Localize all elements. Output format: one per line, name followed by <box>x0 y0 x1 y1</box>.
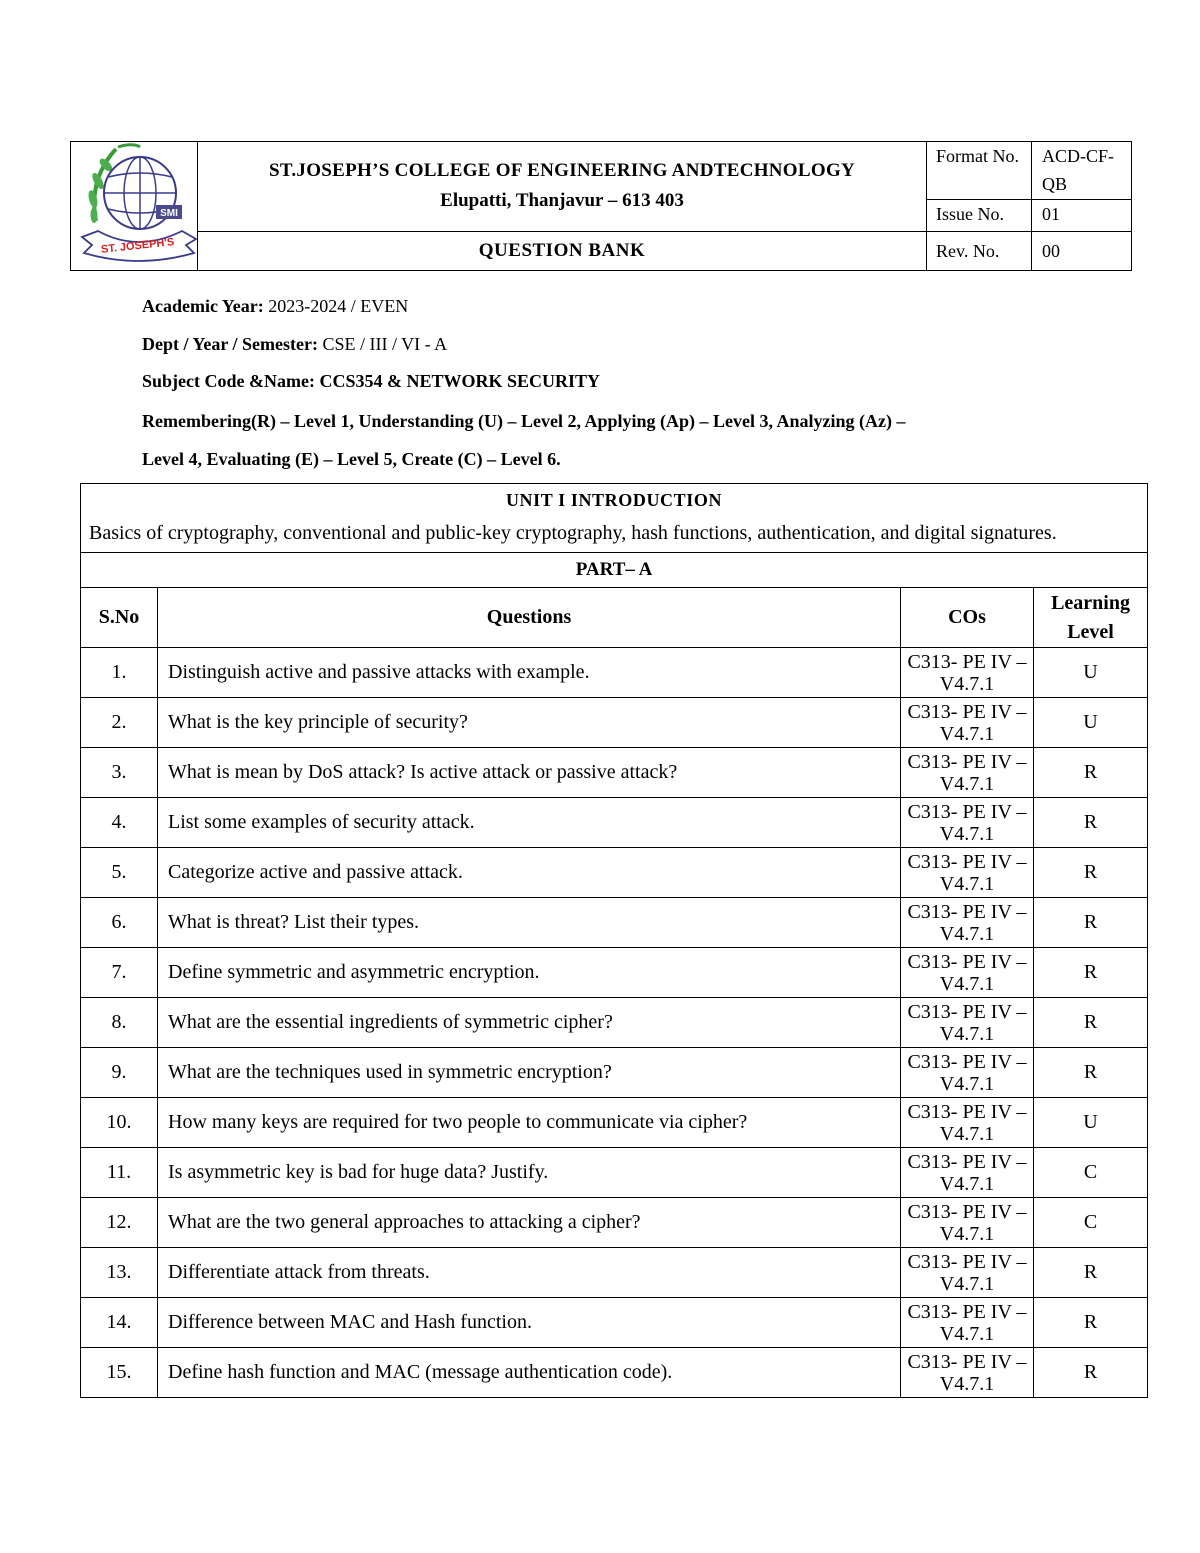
row-co <box>901 798 1034 848</box>
row-co-line-1: C313- PE IV – <box>907 1350 1027 1373</box>
subject-label: Subject Code &Name: CCS354 & NETWORK SECURITY <box>142 371 601 391</box>
college-logo <box>78 141 198 269</box>
col-header-sno: S.No <box>81 588 158 648</box>
row-co-line-1: C313- PE IV – <box>907 850 1027 873</box>
levels-text-2: Level 4, Evaluating (E) – Level 5, Create (C) – Level 6. <box>142 449 561 469</box>
row-sno: 14. <box>81 1298 158 1348</box>
row-level: U <box>1034 648 1148 698</box>
row-co-line-2: V4.7.1 <box>939 672 995 695</box>
row-question: Is asymmetric key is bad for huge data? Justify. <box>158 1148 901 1198</box>
row-sno: 9. <box>81 1048 158 1098</box>
row-co-line-2: V4.7.1 <box>939 1122 995 1145</box>
row-co <box>901 1198 1034 1248</box>
row-co-line-2: V4.7.1 <box>939 1222 995 1245</box>
row-co-line-1: C313- PE IV – <box>907 750 1027 773</box>
table-row <box>81 1298 1148 1348</box>
format-value: ACD-CF-QB <box>1032 142 1132 200</box>
row-sno: 11. <box>81 1148 158 1198</box>
unit-title: UNIT I INTRODUCTION <box>505 490 723 510</box>
col-header-questions: Questions <box>158 588 901 648</box>
row-co-line-1: C313- PE IV – <box>907 650 1027 673</box>
row-sno: 8. <box>81 998 158 1048</box>
college-name: ST.JOSEPH’S COLLEGE OF ENGINEERING ANDTECHNOLOGY <box>268 160 856 182</box>
table-row <box>81 798 1148 848</box>
table-row <box>81 998 1148 1048</box>
levels-text-1: Remembering(R) – Level 1, Understanding (U) – Level 2, Applying (Ap) – Level 3, Analyzing (Az) – <box>142 411 906 431</box>
college-heading <box>198 142 927 232</box>
row-level: C <box>1034 1148 1148 1198</box>
row-question: Define hash function and MAC (message authentication code). <box>158 1348 901 1398</box>
levels-line-1 <box>142 411 905 432</box>
row-question: Differentiate attack from threats. <box>158 1248 901 1298</box>
row-co <box>901 1098 1034 1148</box>
unit-description: Basics of cryptography, conventional and public-key cryptography, hash functions, authentication, and digital signatures. <box>89 522 1057 544</box>
row-co <box>901 1348 1034 1398</box>
row-question: Define symmetric and asymmetric encryption. <box>158 948 901 998</box>
rev-value: 00 <box>1032 231 1132 270</box>
row-co-line-1: C313- PE IV – <box>907 1200 1027 1223</box>
table-row <box>81 1248 1148 1298</box>
row-sno: 1. <box>81 648 158 698</box>
row-sno: 12. <box>81 1198 158 1248</box>
row-sno: 5. <box>81 848 158 898</box>
row-level: R <box>1034 848 1148 898</box>
row-sno: 2. <box>81 698 158 748</box>
subject-line <box>142 371 600 392</box>
format-label: Format No. <box>927 142 1032 200</box>
row-sno: 7. <box>81 948 158 998</box>
row-question: What is the key principle of security? <box>158 698 901 748</box>
row-co-line-2: V4.7.1 <box>939 772 995 795</box>
issue-label: Issue No. <box>927 200 1032 231</box>
row-level: R <box>1034 1048 1148 1098</box>
row-question: Distinguish active and passive attacks with example. <box>158 648 901 698</box>
row-question: Difference between MAC and Hash function. <box>158 1298 901 1348</box>
row-level: R <box>1034 1298 1148 1348</box>
row-co-line-1: C313- PE IV – <box>907 800 1027 823</box>
row-sno: 4. <box>81 798 158 848</box>
row-co <box>901 1298 1034 1348</box>
table-row <box>81 1148 1148 1198</box>
logo-badge-text: SMI <box>160 208 178 219</box>
table-row <box>81 748 1148 798</box>
academic-year-line <box>142 296 408 317</box>
table-row <box>81 898 1148 948</box>
table-row <box>81 1198 1148 1248</box>
row-co <box>901 748 1034 798</box>
table-row <box>81 948 1148 998</box>
academic-year-label: Academic Year: <box>142 296 264 316</box>
table-row <box>81 848 1148 898</box>
row-co <box>901 1248 1034 1298</box>
row-co-line-1: C313- PE IV – <box>907 1250 1027 1273</box>
row-co-line-1: C313- PE IV – <box>907 1000 1027 1023</box>
issue-value: 01 <box>1032 200 1132 231</box>
row-co-line-1: C313- PE IV – <box>907 1150 1027 1173</box>
row-sno: 3. <box>81 748 158 798</box>
row-level: U <box>1034 698 1148 748</box>
row-co-line-1: C313- PE IV – <box>907 950 1027 973</box>
row-co-line-2: V4.7.1 <box>939 1322 995 1345</box>
table-row <box>81 648 1148 698</box>
dept-label: Dept / Year / Semester: <box>142 334 318 354</box>
row-level: C <box>1034 1198 1148 1248</box>
row-co-line-2: V4.7.1 <box>939 1272 995 1295</box>
dept-value: CSE / III / VI - A <box>317 334 448 354</box>
logo-ribbon-text: ST. JOSEPH'S <box>100 236 175 256</box>
row-co-line-2: V4.7.1 <box>939 922 995 945</box>
row-co <box>901 998 1034 1048</box>
row-co-line-2: V4.7.1 <box>939 872 995 895</box>
row-co <box>901 898 1034 948</box>
row-question: Categorize active and passive attack. <box>158 848 901 898</box>
row-level: R <box>1034 1248 1148 1298</box>
table-row <box>81 1048 1148 1098</box>
row-sno: 10. <box>81 1098 158 1148</box>
col-header-level: Learning Level <box>1034 588 1148 648</box>
table-row <box>81 1348 1148 1398</box>
col-header-cos: COs <box>901 588 1034 648</box>
question-table <box>80 483 1148 1398</box>
row-co <box>901 1048 1034 1098</box>
row-level: R <box>1034 898 1148 948</box>
row-sno: 15. <box>81 1348 158 1398</box>
row-question: What is mean by DoS attack? Is active attack or passive attack? <box>158 748 901 798</box>
row-co <box>901 698 1034 748</box>
row-co <box>901 948 1034 998</box>
row-level: R <box>1034 748 1148 798</box>
row-level: U <box>1034 1098 1148 1148</box>
unit-header <box>81 484 1148 553</box>
row-level: R <box>1034 948 1148 998</box>
row-co-line-1: C313- PE IV – <box>907 900 1027 923</box>
table-row <box>81 698 1148 748</box>
row-sno: 6. <box>81 898 158 948</box>
row-co-line-2: V4.7.1 <box>939 822 995 845</box>
row-co-line-2: V4.7.1 <box>939 1372 995 1395</box>
row-co-line-1: C313- PE IV – <box>907 1100 1027 1123</box>
row-question: What are the techniques used in symmetric encryption? <box>158 1048 901 1098</box>
question-bank-title: QUESTION BANK <box>198 231 927 270</box>
row-co-line-2: V4.7.1 <box>939 722 995 745</box>
row-co <box>901 1148 1034 1198</box>
row-question: What are the two general approaches to attacking a cipher? <box>158 1198 901 1248</box>
row-co-line-1: C313- PE IV – <box>907 700 1027 723</box>
table-row <box>81 1098 1148 1148</box>
row-co-line-1: C313- PE IV – <box>907 1050 1027 1073</box>
row-level: R <box>1034 798 1148 848</box>
levels-line-2 <box>142 449 561 470</box>
row-co-line-2: V4.7.1 <box>939 1072 995 1095</box>
dept-line <box>142 334 447 355</box>
document-header <box>70 141 1132 271</box>
row-co-line-2: V4.7.1 <box>939 1172 995 1195</box>
college-address: Elupatti, Thanjavur – 613 403 <box>440 190 684 212</box>
row-sno: 13. <box>81 1248 158 1298</box>
row-level: R <box>1034 998 1148 1048</box>
rev-label: Rev. No. <box>927 231 1032 270</box>
row-co-line-2: V4.7.1 <box>939 972 995 995</box>
row-co <box>901 848 1034 898</box>
part-title: PART– A <box>81 553 1148 588</box>
row-co-line-1: C313- PE IV – <box>907 1300 1027 1323</box>
row-co <box>901 648 1034 698</box>
row-level: R <box>1034 1348 1148 1398</box>
row-question: What are the essential ingredients of symmetric cipher? <box>158 998 901 1048</box>
row-question: How many keys are required for two people to communicate via cipher? <box>158 1098 901 1148</box>
academic-year-value: 2023-2024 / EVEN <box>263 296 409 316</box>
row-co-line-2: V4.7.1 <box>939 1022 995 1045</box>
row-question: List some examples of security attack. <box>158 798 901 848</box>
row-question: What is threat? List their types. <box>158 898 901 948</box>
